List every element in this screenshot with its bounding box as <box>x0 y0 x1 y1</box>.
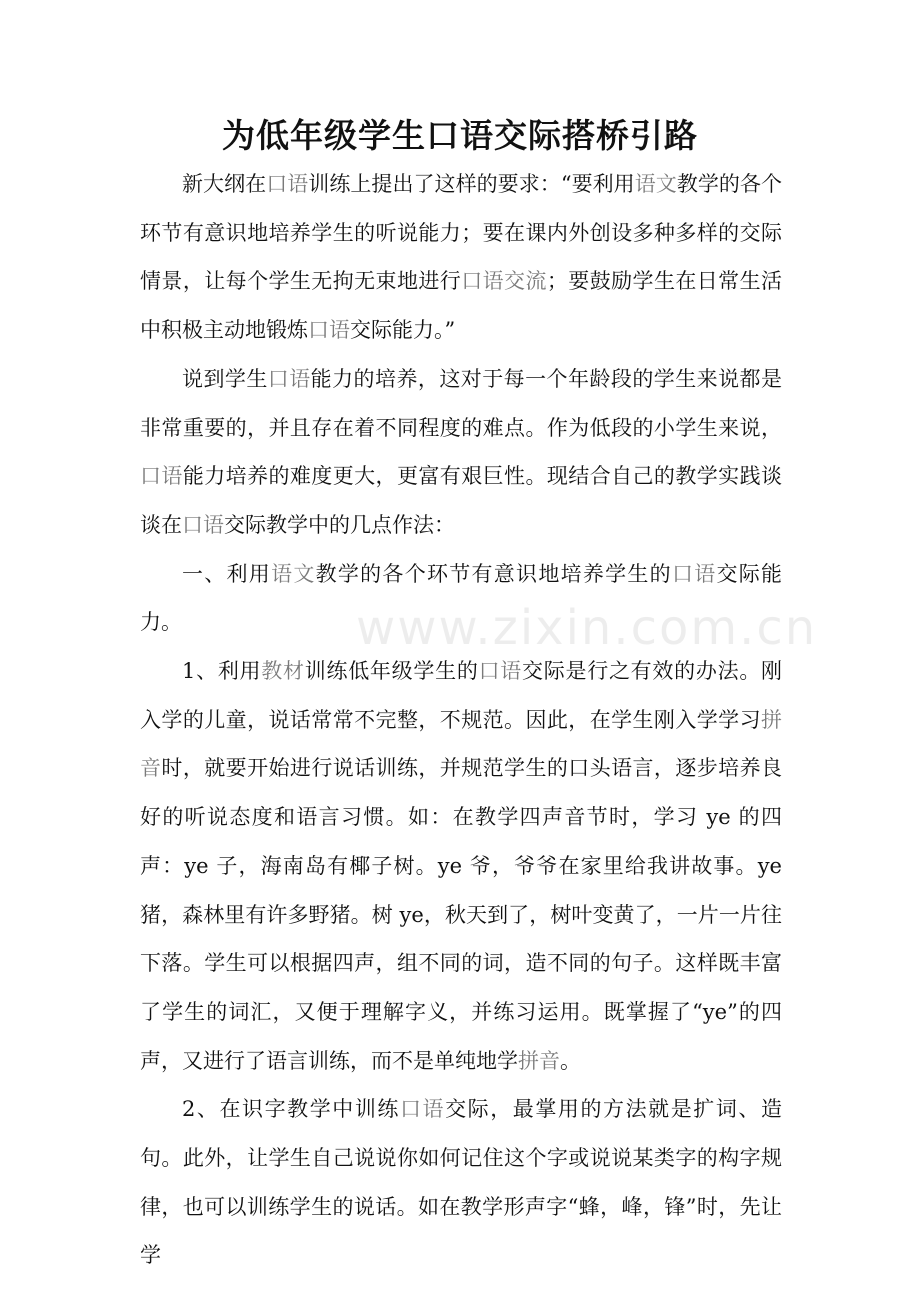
keyword-link[interactable]: 口语 <box>400 1097 446 1122</box>
keyword-link[interactable]: 语文 <box>634 172 677 196</box>
keyword-link[interactable]: 口语 <box>140 464 183 489</box>
paragraph <box>140 160 782 355</box>
text-run: 1、利用 <box>182 659 262 684</box>
text-run: 教学的各个环节有意识地培养学生的 <box>315 561 672 586</box>
keyword-link[interactable]: 口语交流 <box>461 269 547 294</box>
watermark: www.zixin.com.cn <box>356 600 818 656</box>
text-run: 交际，最掌用的方法就是扩词、造句。此外，让学生自己说说你如何记住这个字或说说某类字的构字规律，也可以训练学生的说话。如在教学形声字“蜂，峰，锋”时，先让学 <box>140 1097 782 1268</box>
keyword-link[interactable]: 口语 <box>266 172 309 196</box>
text-run: 能力培养的难度更大，更富有艰巨性。现结合自己的教学实践谈谈在 <box>140 464 782 537</box>
document-title: 为低年级学生口语交际搭桥引路 <box>222 116 698 155</box>
keyword-link[interactable]: 口语 <box>182 512 224 537</box>
keyword-link[interactable]: 教材 <box>261 659 305 684</box>
keyword-link[interactable]: 语文 <box>271 561 316 586</box>
text-run: 2、在识字教学中训练 <box>182 1097 400 1122</box>
keyword-link[interactable]: 口语 <box>671 561 717 586</box>
text-run: 训练低年级学生的 <box>304 659 479 684</box>
text-run: 教学的各个环节有意识地培养学生的听说能力；要在课内外创设多种多样的交际情景，让每个学生无拘无束地进行 <box>140 172 783 294</box>
text-run: 一、利用 <box>182 561 272 586</box>
text-run: ；要鼓励学生在日常生活中积极主动地锻炼 <box>140 269 783 343</box>
text-run: 。 <box>560 1048 581 1073</box>
paragraph <box>140 1085 782 1280</box>
text-run: 交际是行之有效的办法。刚入学的儿童，说话常常不完整，不规范。因此，在学生刚入学学习 <box>140 659 783 732</box>
paragraph <box>140 355 782 550</box>
keyword-link[interactable]: 口语 <box>308 318 350 343</box>
text-run: 交际能力。 <box>140 561 783 635</box>
text-run: 说到学生 <box>182 366 268 391</box>
text-run: 训练上提出了这样的要求：“要利用 <box>308 172 635 196</box>
text-run: 交际教学中的几点作法： <box>224 512 455 537</box>
paragraph <box>140 550 782 647</box>
paragraph <box>140 647 782 1085</box>
text-run: 交际能力。” <box>350 318 456 343</box>
keyword-link[interactable]: 口语 <box>267 366 311 391</box>
text-run: 能力的培养，这对于每一个年龄段的学生来说都是非常重要的，并且存在着不同程度的难点。作为低段的小学生来说， <box>140 366 783 440</box>
text-run: 新大纲在 <box>182 172 267 196</box>
keyword-link[interactable]: 拼音 <box>518 1048 560 1073</box>
keyword-link[interactable]: 口语 <box>478 659 523 684</box>
keyword-link[interactable]: 拼音 <box>140 707 782 781</box>
document-body <box>140 160 782 1280</box>
text-run: 时，就要开始进行说话训练，并规范学生的口头语言，逐步培养良好的听说态度和语言习惯。如：在教学四声音节时，学习 ye 的四声：ye 子，海南岛有椰子树。ye 爷，爷爷在家里给我讲故事。ye 猪，森林里有许多野猪。树 ye，秋天到了，树叶变黄了，一片一片往下落。学生可以根据四声，组不同的词，造不同的句子。这样既丰富了学生的词汇，又便于理解字义，并练习运用。既掌握了“ye”的四声，又进行了语言训练，而不是单纯地学 <box>140 756 783 1073</box>
